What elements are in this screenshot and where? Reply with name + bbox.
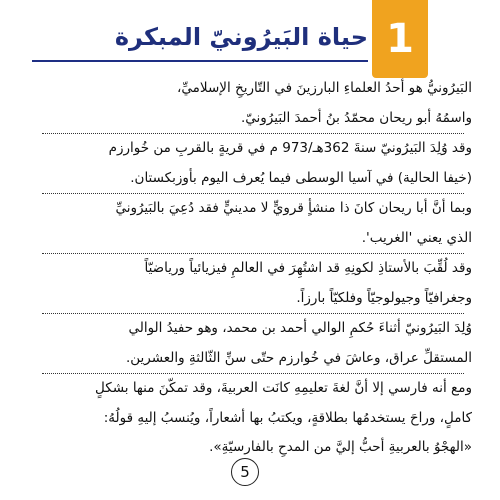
text-line: واسمُهُ أبو ريحان محمّدُ بنُ أحمدَ البَيرُونيّ. xyxy=(240,109,472,126)
text-line: وبما أنَّ أبا ريحان كانَ ذا منشأٍ قرويٍّ لا مدينيٍّ فقد دُعِيَ بالبَيرُونيِّ xyxy=(115,200,472,216)
text-line: الذي يعني 'الغريب'. xyxy=(361,229,472,246)
text-line: وجغرافيّاً وجيولوجيّاً وفلكيّاً بارزاً. xyxy=(296,289,472,306)
chapter-title: حياة البَيرُونيّ المبكرة xyxy=(114,23,368,51)
page-number: 5 xyxy=(231,458,259,486)
text-line: كاملٍ، وراحَ يستخدمُها بطلاقةٍ، ويكتبُ بها أشعاراً، ويُنسبُ إليهِ قولُهُ: xyxy=(103,409,472,426)
text-line: ومع أنه فارسي إلا أنَّ لغةَ تعليمِهِ كانَت العربيةَ، وقد تمكّنَ منها بشكلٍ xyxy=(95,380,472,396)
chapter-body xyxy=(34,74,472,463)
title-underline xyxy=(32,60,368,62)
chapter-number: 1 xyxy=(386,16,414,62)
text-line: (خيفا الحالية) في آسيا الوسطى فيما يُعرف اليوم بأوزبكستان. xyxy=(130,169,472,186)
text-line: وُلِدَ البَيرُونيّ أثناءَ حُكمِ الوالي أحمد بن محمد، وهو حفيدُ الوالي xyxy=(128,320,472,336)
text-line: البَيرُونيُّ هو أحدُ العلماءِ البارزينَ في التّاريخِ الإسلاميِّ، xyxy=(177,80,472,96)
text-line: «الهجْوُ بالعربيةِ أحبُّ إليَّ من المدحِ بالفارسيّةِ». xyxy=(209,439,472,455)
text-line: وقد لُقِّبَ بالأستاذِ لكونِهِ قد اشتُهِرَ في العالمِ فيزيائياً ورياضيّاً xyxy=(144,260,472,276)
chapter-number-tab xyxy=(372,0,428,78)
text-line: وقد وُلِدَ البَيرُونيّ سنةَ 362هـ/973 م في قريةٍ بالقربِ من خُوارزم xyxy=(108,140,472,156)
text-line: المستقلِّ عراق، وعاشَ في خُوارزم حتّى سنِّ الثّالثةِ والعشرين. xyxy=(125,349,472,366)
